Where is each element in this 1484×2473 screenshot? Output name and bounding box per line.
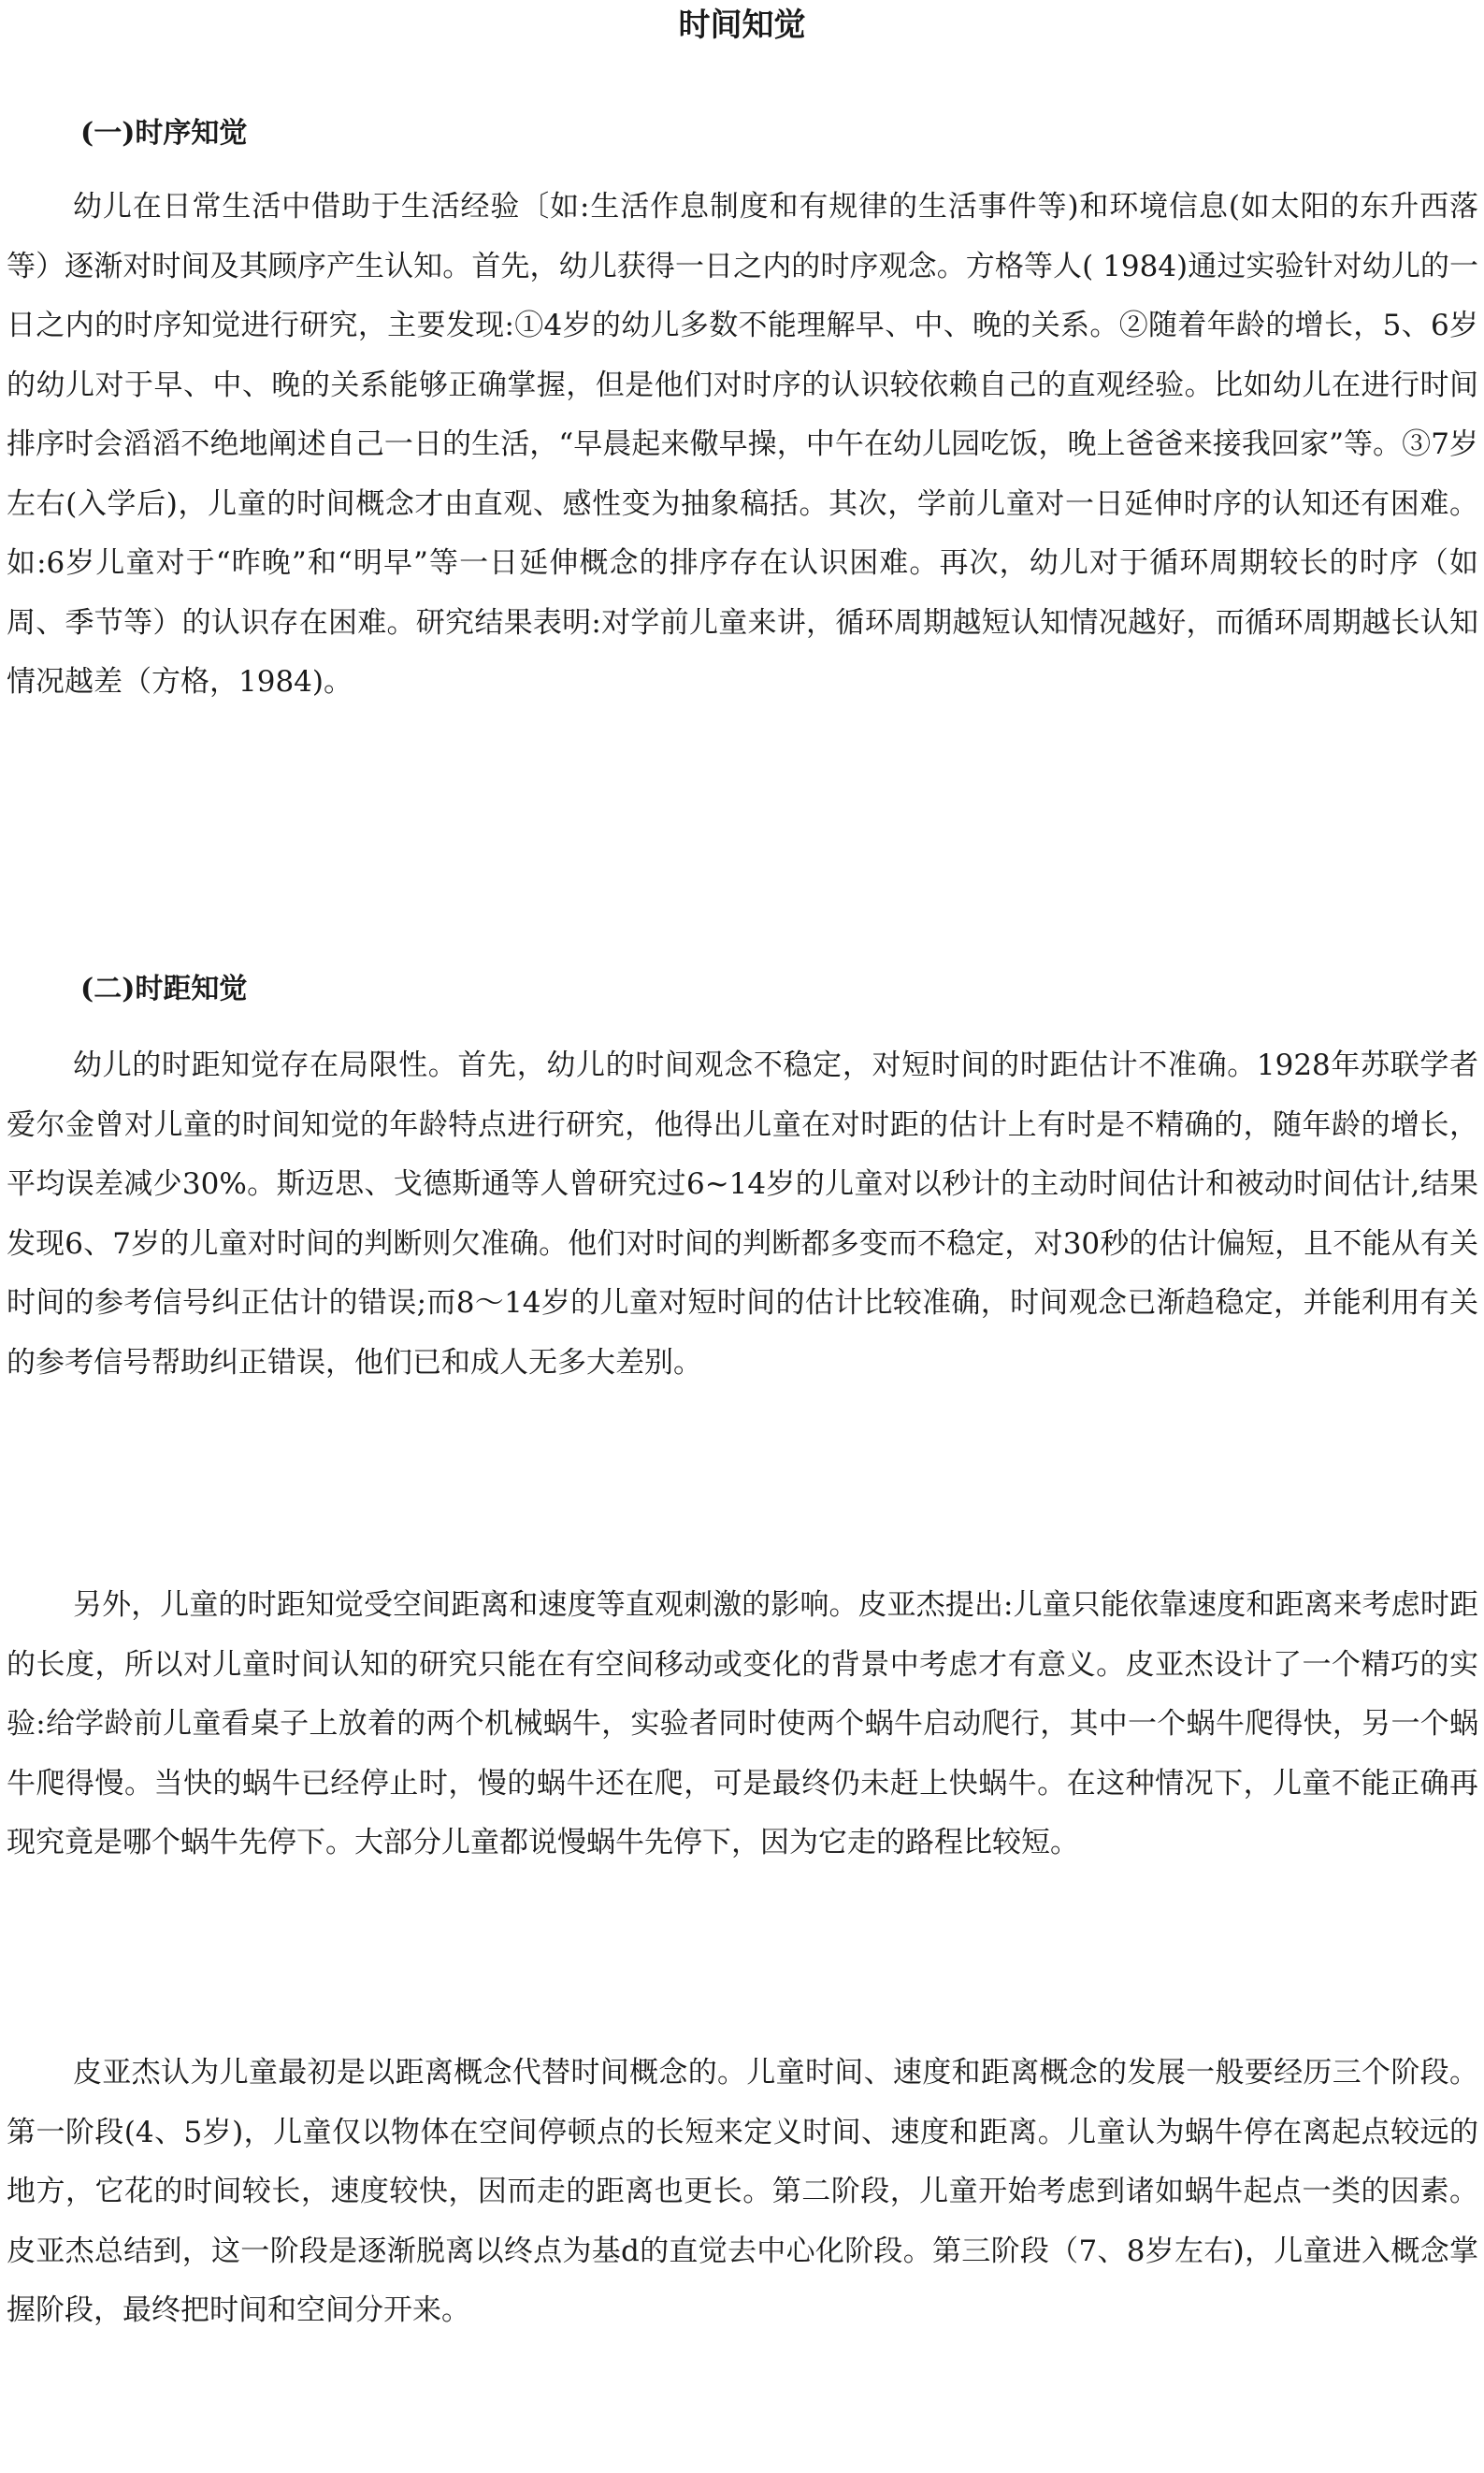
paragraph-temporal-order-1: 幼儿在日常生活中借助于生活经验〔如:生活作息制度和有规律的生活事件等)和环境信息(如太阳的东升西落等）逐渐对时间及其顾序产生认知。首先，幼儿获得一日之内的时序观念。方格等人( 1984)通过实验针对幼儿的一日之内的时序知觉进行研究，主要发现:①4岁的幼儿多数不能理解早、中、晚的关系。②随着年龄的增长，5、6岁的幼儿对于早、中、晚的关系能够正确掌握，但是他们对时序的认识较依赖自己的直观经验。比如幼儿在进行时间排序时会滔滔不绝地阐述自己一日的生活，“早晨起来儆早操，中午在幼儿园吃饭，晚上爸爸来接我回家”等。③7岁左右(入学后)，儿童的时间概念才由直观、感性变为抽象稿括。其次，学前儿童对一日延伸时序的认知还有困难。如:6岁儿童对于“昨晚”和“明早”等一日延伸概念的排序存在认识困难。再次，幼儿对于循环周期较长的时序（如周、季节等）的认识存在困难。研究结果表明:对学前儿童来讲，循环周期越短认知情况越好，而循环周期越长认知情况越差（方格，1984)。 (7, 190, 1478, 699)
paragraph-temporal-duration-1: 幼儿的时距知觉存在局限性。首先，幼儿的时间观念不稳定，对短时间的时距估计不准确。1928年苏联学者爱尔金曾对儿童的时间知觉的年龄特点进行研究，他得出儿童在对时距的估计上有时是不精确的，随年龄的增长，平均误差减少30%。斯迈思、戈德斯通等人曾研究过6~14岁的儿童对以秒计的主动时间估计和被动时间估计,结果发现6、7岁的儿童对时间的判断则欠准确。他们对时间的判断都多变而不稳定，对30秒的估计偏短，且不能从有关时间的参考信号纠正估计的错误;而8～14岁的儿童对短时间的估计比较准确，时间观念已渐趋稳定，并能利用有关的参考信号帮助纠正错误，他们已和成人无多大差别。 (7, 1048, 1478, 1380)
section-heading-temporal-order: (一)时序知觉 (80, 117, 248, 150)
paragraph-temporal-duration-2: 另外，儿童的时距知觉受空间距离和速度等直观刺激的影响。皮亚杰提出:儿童只能依靠速度和距离来考虑时距的长度，所以对儿童时间认知的研究只能在有空间移动或变化的背景中考虑才有意义。皮亚杰设计了一个精巧的实验:给学龄前儿童看桌子上放着的两个机械蜗牛，实验者同时使两个蜗牛启动爬行，其中一个蜗牛爬得快，另一个蜗牛爬得慢。当快的蜗牛已经停止时，慢的蜗牛还在爬，可是最终仍未赶上快蜗牛。在这种情况下，儿童不能正确再现究竟是哪个蜗牛先停下。大部分儿童都说慢蜗牛先停下，因为它走的路程比较短。 (7, 1588, 1478, 1859)
page-title: 时间知觉 (678, 7, 806, 44)
paragraph-temporal-duration-3: 皮亚杰认为儿童最初是以距离概念代替时间概念的。儿童时间、速度和距离概念的发展一般要经历三个阶段。第一阶段(4、5岁)，儿童仅以物体在空间停顿点的长短来定义时间、速度和距离。儿童认为蜗牛停在离起点较远的地方，它花的时间较长，速度较快，因而走的距离也更长。第二阶段，儿童开始考虑到诸如蜗牛起点一类的因素。皮亚杰总结到，这一阶段是逐渐脱离以终点为基d的直觉去中心化阶段。第三阶段（7、8岁左右)，儿童进入概念掌握阶段，最终把时间和空间分开来。 (7, 2056, 1478, 2327)
section-heading-temporal-duration: (二)时距知觉 (80, 973, 248, 1005)
